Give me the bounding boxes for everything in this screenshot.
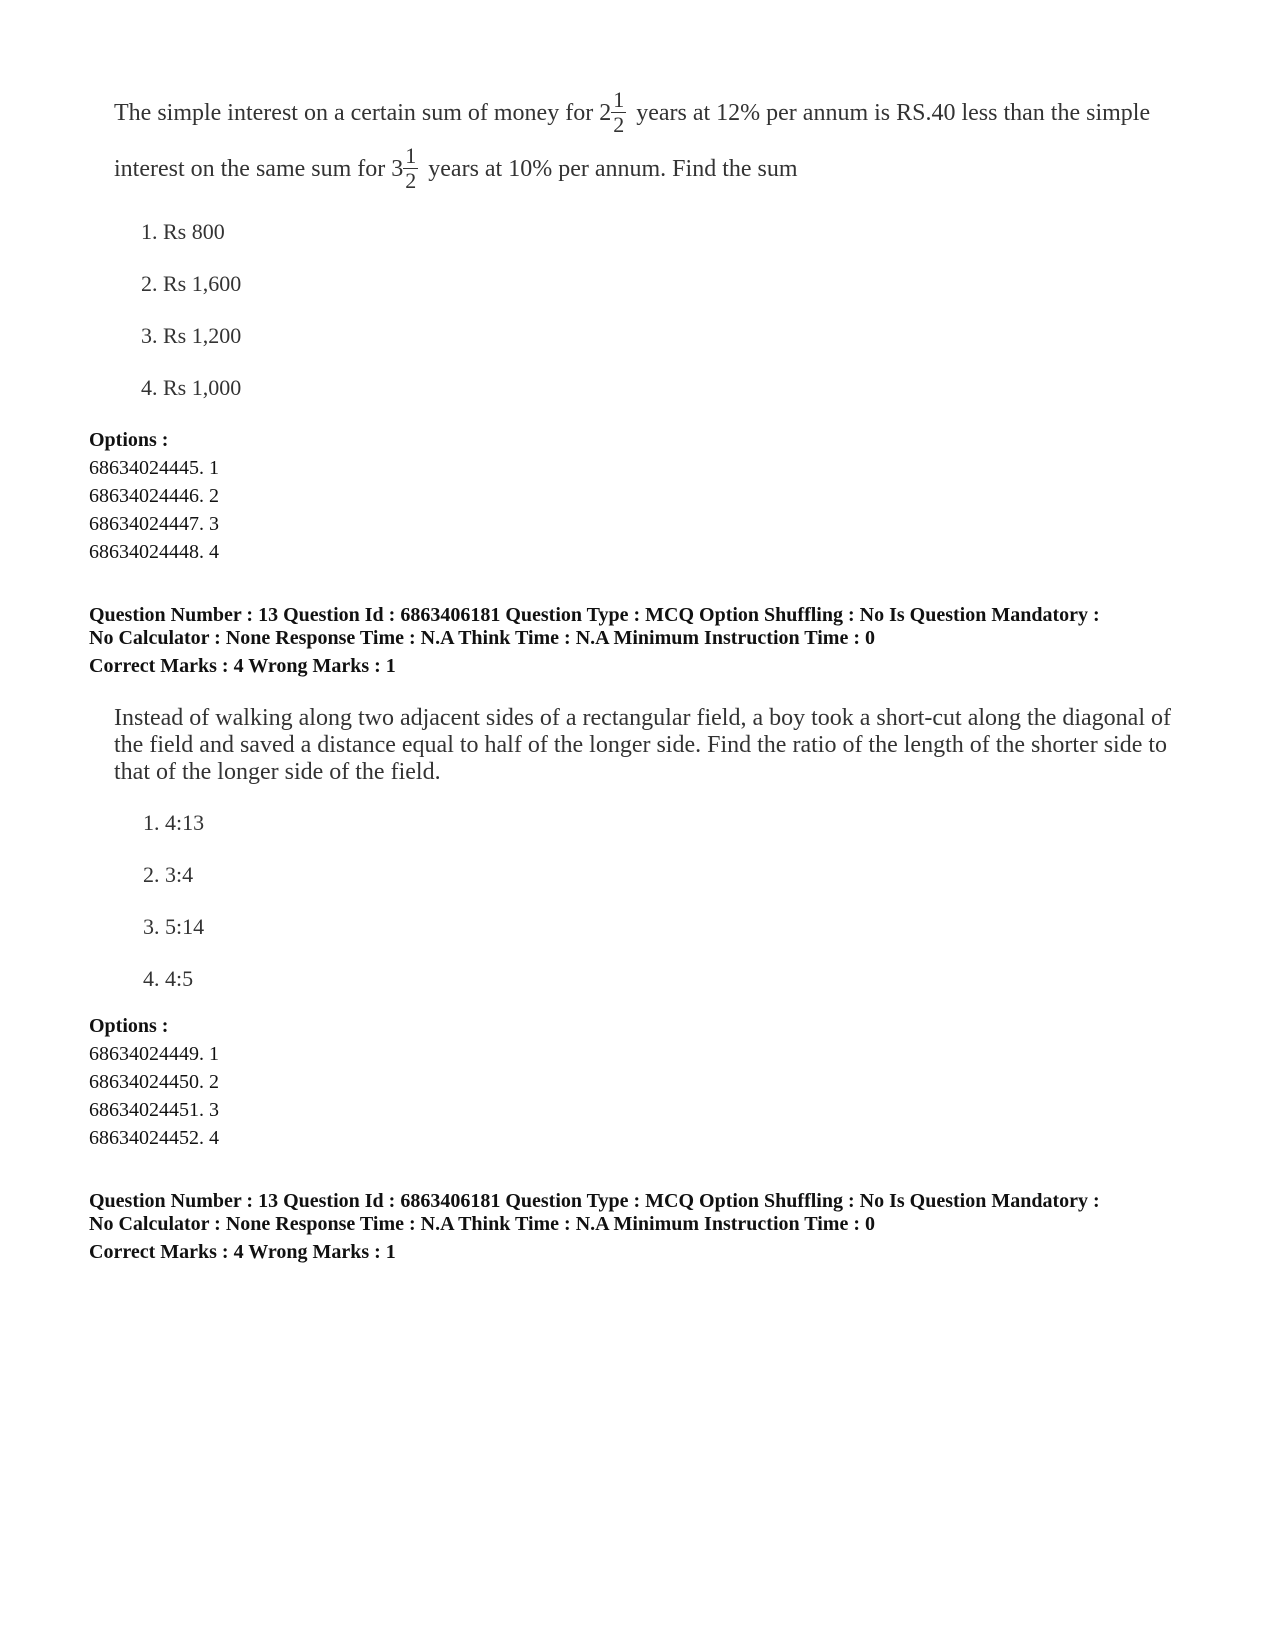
- q12-choice-4: 4. Rs 1,000: [141, 375, 242, 400]
- q12-option-1: 68634024445. 1: [89, 457, 219, 479]
- q12-option-4: 68634024448. 4: [89, 541, 219, 563]
- q12-choice-1: 1. Rs 800: [141, 219, 225, 244]
- q12-fraction-1: [611, 88, 626, 137]
- q13-choice-1: 1. 4:13: [143, 810, 205, 835]
- q12-options-heading: Options :: [89, 429, 169, 451]
- question-meta-1-line-3: Correct Marks : 4 Wrong Marks : 1: [89, 655, 396, 677]
- q13-line-2: the field and saved a distance equal to half of the longer side. Find the ratio of the length of the shorter side to: [114, 732, 1168, 758]
- q12-line-1-pre: The simple interest on a certain sum of money for: [114, 100, 594, 127]
- q13-option-3: 68634024451. 3: [89, 1099, 219, 1121]
- q12-line-2-pre: interest on the same sum for: [114, 156, 386, 183]
- q13-choice-3: 3. 5:14: [143, 914, 205, 939]
- q13-options-heading: Options :: [89, 1015, 169, 1037]
- q12-fraction-1-whole: 2: [599, 100, 612, 127]
- question-meta-2-line-3: Correct Marks : 4 Wrong Marks : 1: [89, 1241, 396, 1263]
- q12-line-1-post: years at 12% per annum is RS.40 less than the simple: [636, 100, 1151, 127]
- q13-line-1: Instead of walking along two adjacent sides of a rectangular field, a boy took a short-cut along the diagonal of: [114, 705, 1171, 731]
- q13-choice-2: 2. 3:4: [143, 862, 194, 887]
- q12-fraction-2-whole: 3: [391, 156, 404, 183]
- q12-fraction-1-denominator: 2: [613, 112, 625, 137]
- q12-fraction-2-numerator: 1: [405, 143, 417, 168]
- q12-choice-2: 2. Rs 1,600: [141, 271, 242, 296]
- q12-line-2: [114, 143, 798, 195]
- q12-fraction-2-denominator: 2: [405, 168, 417, 193]
- question-meta-2-line-1: Question Number : 13 Question Id : 6863406181 Question Type : MCQ Option Shuffling : No Is Question Mandatory :: [89, 1190, 1100, 1212]
- q12-line-2-post: years at 10% per annum. Find the sum: [428, 156, 798, 183]
- q12-line-1: [114, 87, 1151, 139]
- q13-line-3: that of the longer side of the field.: [114, 759, 441, 785]
- q12-option-2: 68634024446. 2: [89, 485, 219, 507]
- question-meta-1-line-1: Question Number : 13 Question Id : 6863406181 Question Type : MCQ Option Shuffling : No Is Question Mandatory :: [89, 604, 1100, 626]
- q13-choice-4: 4. 4:5: [143, 966, 194, 991]
- q13-option-2: 68634024450. 2: [89, 1071, 219, 1093]
- q13-option-4: 68634024452. 4: [89, 1127, 219, 1149]
- question-meta-1-line-2: No Calculator : None Response Time : N.A Think Time : N.A Minimum Instruction Time : 0: [89, 627, 875, 649]
- q12-choice-3: 3. Rs 1,200: [141, 323, 242, 348]
- q12-fraction-2: [403, 144, 418, 193]
- q13-option-1: 68634024449. 1: [89, 1043, 219, 1065]
- question-meta-2-line-2: No Calculator : None Response Time : N.A Think Time : N.A Minimum Instruction Time : 0: [89, 1213, 875, 1235]
- q12-option-3: 68634024447. 3: [89, 513, 219, 535]
- q12-fraction-1-numerator: 1: [613, 87, 625, 112]
